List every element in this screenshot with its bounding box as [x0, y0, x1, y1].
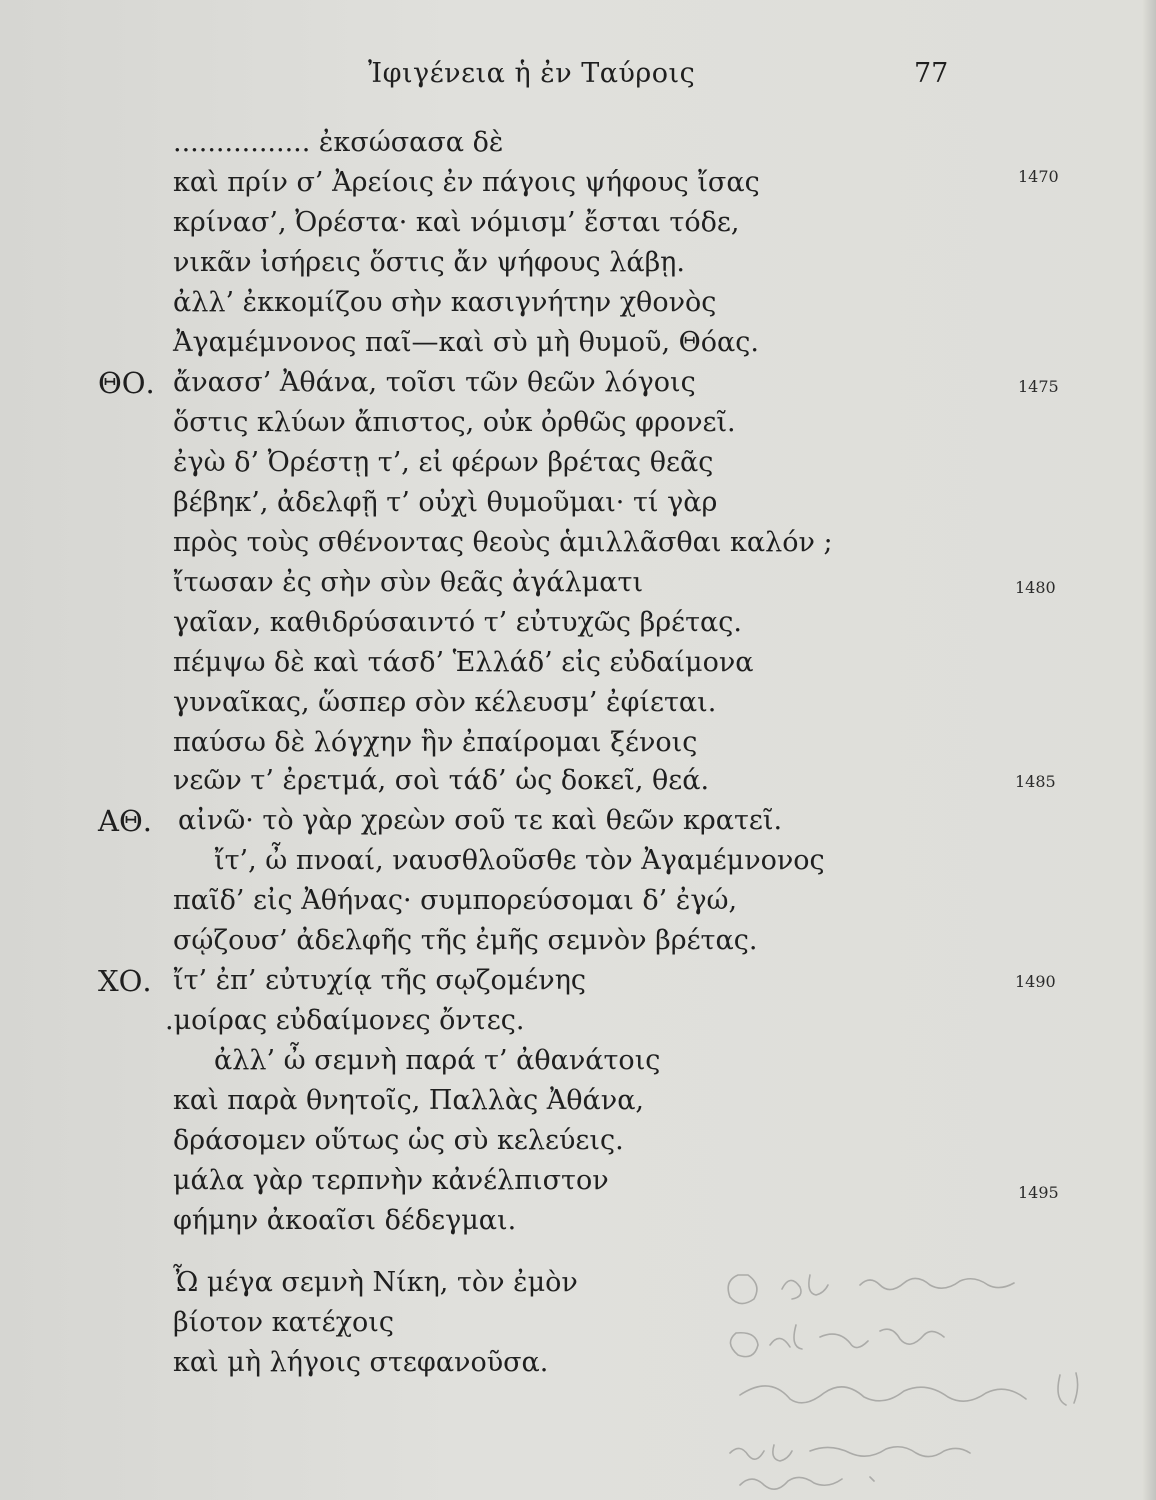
speaker-athena: ΑΘ. [98, 804, 152, 838]
verse-line: μάλα γὰρ τερπνὴν κἀνέλπιστον [173, 1165, 609, 1196]
verse-line: νικᾶν ἰσήρεις ὅστις ἄν ψήφους λάβῃ. [173, 247, 685, 278]
verse-line: παῖδ’ εἰς Ἀθήνας· συμπορεύσομαι δ’ ἐγώ, [173, 885, 738, 916]
verse-line: ................ ἐκσώσασα δὲ [173, 127, 504, 158]
verse-line: νεῶν τ’ ἐρετμά, σοὶ τάδ’ ὡς δοκεῖ, θεά. [173, 765, 710, 796]
verse-line: αἰνῶ· τὸ γὰρ χρεὼν σοῦ τε καὶ θεῶν κρατεῖ. [178, 805, 783, 836]
verse-line: γυναῖκας, ὥσπερ σὸν κέλευσμ’ ἐφίεται. [173, 687, 717, 718]
verse-line: καὶ παρὰ θνητοῖς, Παλλὰς Ἀθάνα, [173, 1085, 645, 1116]
page-edge-shadow [1142, 0, 1156, 1500]
verse-line: δράσομεν οὕτως ὡς σὺ κελεύεις. [173, 1125, 624, 1156]
verse-line: ἴτωσαν ἐς σὴν σὺν θεᾶς ἀγάλματι [173, 567, 644, 598]
verse-line: φήμην ἀκοαῖσι δέδεγμαι. [173, 1205, 517, 1236]
verse-line: ὅστις κλύων ἄπιστος, οὐκ ὀρθῶς φρονεῖ. [173, 407, 736, 438]
verse-line: ἴτ’, ὦ πνοαί, ναυσθλοῦσθε τὸν Ἀγαμέμνονος [214, 845, 825, 876]
verse-line: καὶ πρίν σ’ Ἀρείοις ἐν πάγοις ψήφους ἴσας [173, 167, 760, 198]
speaker-thoas: ΘΟ. [98, 366, 155, 400]
pencil-annotation [700, 1255, 1140, 1495]
line-number: 1495 [1018, 1183, 1059, 1202]
line-number: 1485 [1015, 772, 1056, 791]
verse-line: κρίνασ’, Ὀρέστα· καὶ νόμισμ’ ἔσται τόδε, [173, 207, 740, 238]
verse-line: .μοίρας εὐδαίμονες ὄντες. [165, 1005, 525, 1036]
verse-line: γαῖαν, καθιδρύσαιντό τ’ εὐτυχῶς βρέτας. [173, 607, 742, 638]
verse-line: βέβηκ’, ἀδελφῇ τ’ οὐχὶ θυμοῦμαι· τί γὰρ [173, 487, 718, 518]
page-number: 77 [914, 58, 949, 89]
verse-line: Ἀγαμέμνονος παῖ—καὶ σὺ μὴ θυμοῦ, Θόας. [173, 327, 759, 358]
verse-line: Ὦ μέγα σεμνὴ Νίκη, τὸν ἐμὸν [173, 1267, 578, 1298]
verse-line: ἐγὼ δ’ Ὀρέστῃ τ’, εἰ φέρων βρέτας θεᾶς [173, 447, 714, 478]
verse-line: καὶ μὴ λήγοις στεφανοῦσα. [173, 1347, 549, 1378]
verse-line: ἄνασσ’ Ἀθάνα, τοῖσι τῶν θεῶν λόγοις [173, 367, 696, 398]
line-number: 1480 [1015, 578, 1056, 597]
verse-line: ἀλλ’ ὦ σεμνὴ παρά τ’ ἀθανάτοις [214, 1045, 661, 1076]
line-number: 1470 [1018, 167, 1059, 186]
speaker-chorus: ΧΟ. [98, 964, 152, 998]
verse-line: παύσω δὲ λόγχην ἣν ἐπαίρομαι ξένοις [173, 727, 698, 758]
verse-line: βίοτον κατέχοις [173, 1307, 394, 1338]
verse-line: σῴζουσ’ ἀδελφῆς τῆς ἐμῆς σεμνὸν βρέτας. [173, 925, 758, 956]
running-header-title: Ἰφιγένεια ἡ ἐν Ταύροις [368, 58, 696, 89]
verse-line: ἀλλ’ ἐκκομίζου σὴν κασιγνήτην χθονὸς [173, 287, 717, 318]
line-number: 1475 [1018, 377, 1059, 396]
verse-line: ἴτ’ ἐπ’ εὐτυχίᾳ τῆς σῳζομένης [173, 965, 587, 996]
verse-line: πέμψω δὲ καὶ τάσδ’ Ἑλλάδ’ εἰς εὐδαίμονα [173, 647, 754, 678]
line-number: 1490 [1015, 972, 1056, 991]
verse-line: πρὸς τοὺς σθένοντας θεοὺς ἁμιλλᾶσθαι καλόν ; [173, 527, 833, 558]
